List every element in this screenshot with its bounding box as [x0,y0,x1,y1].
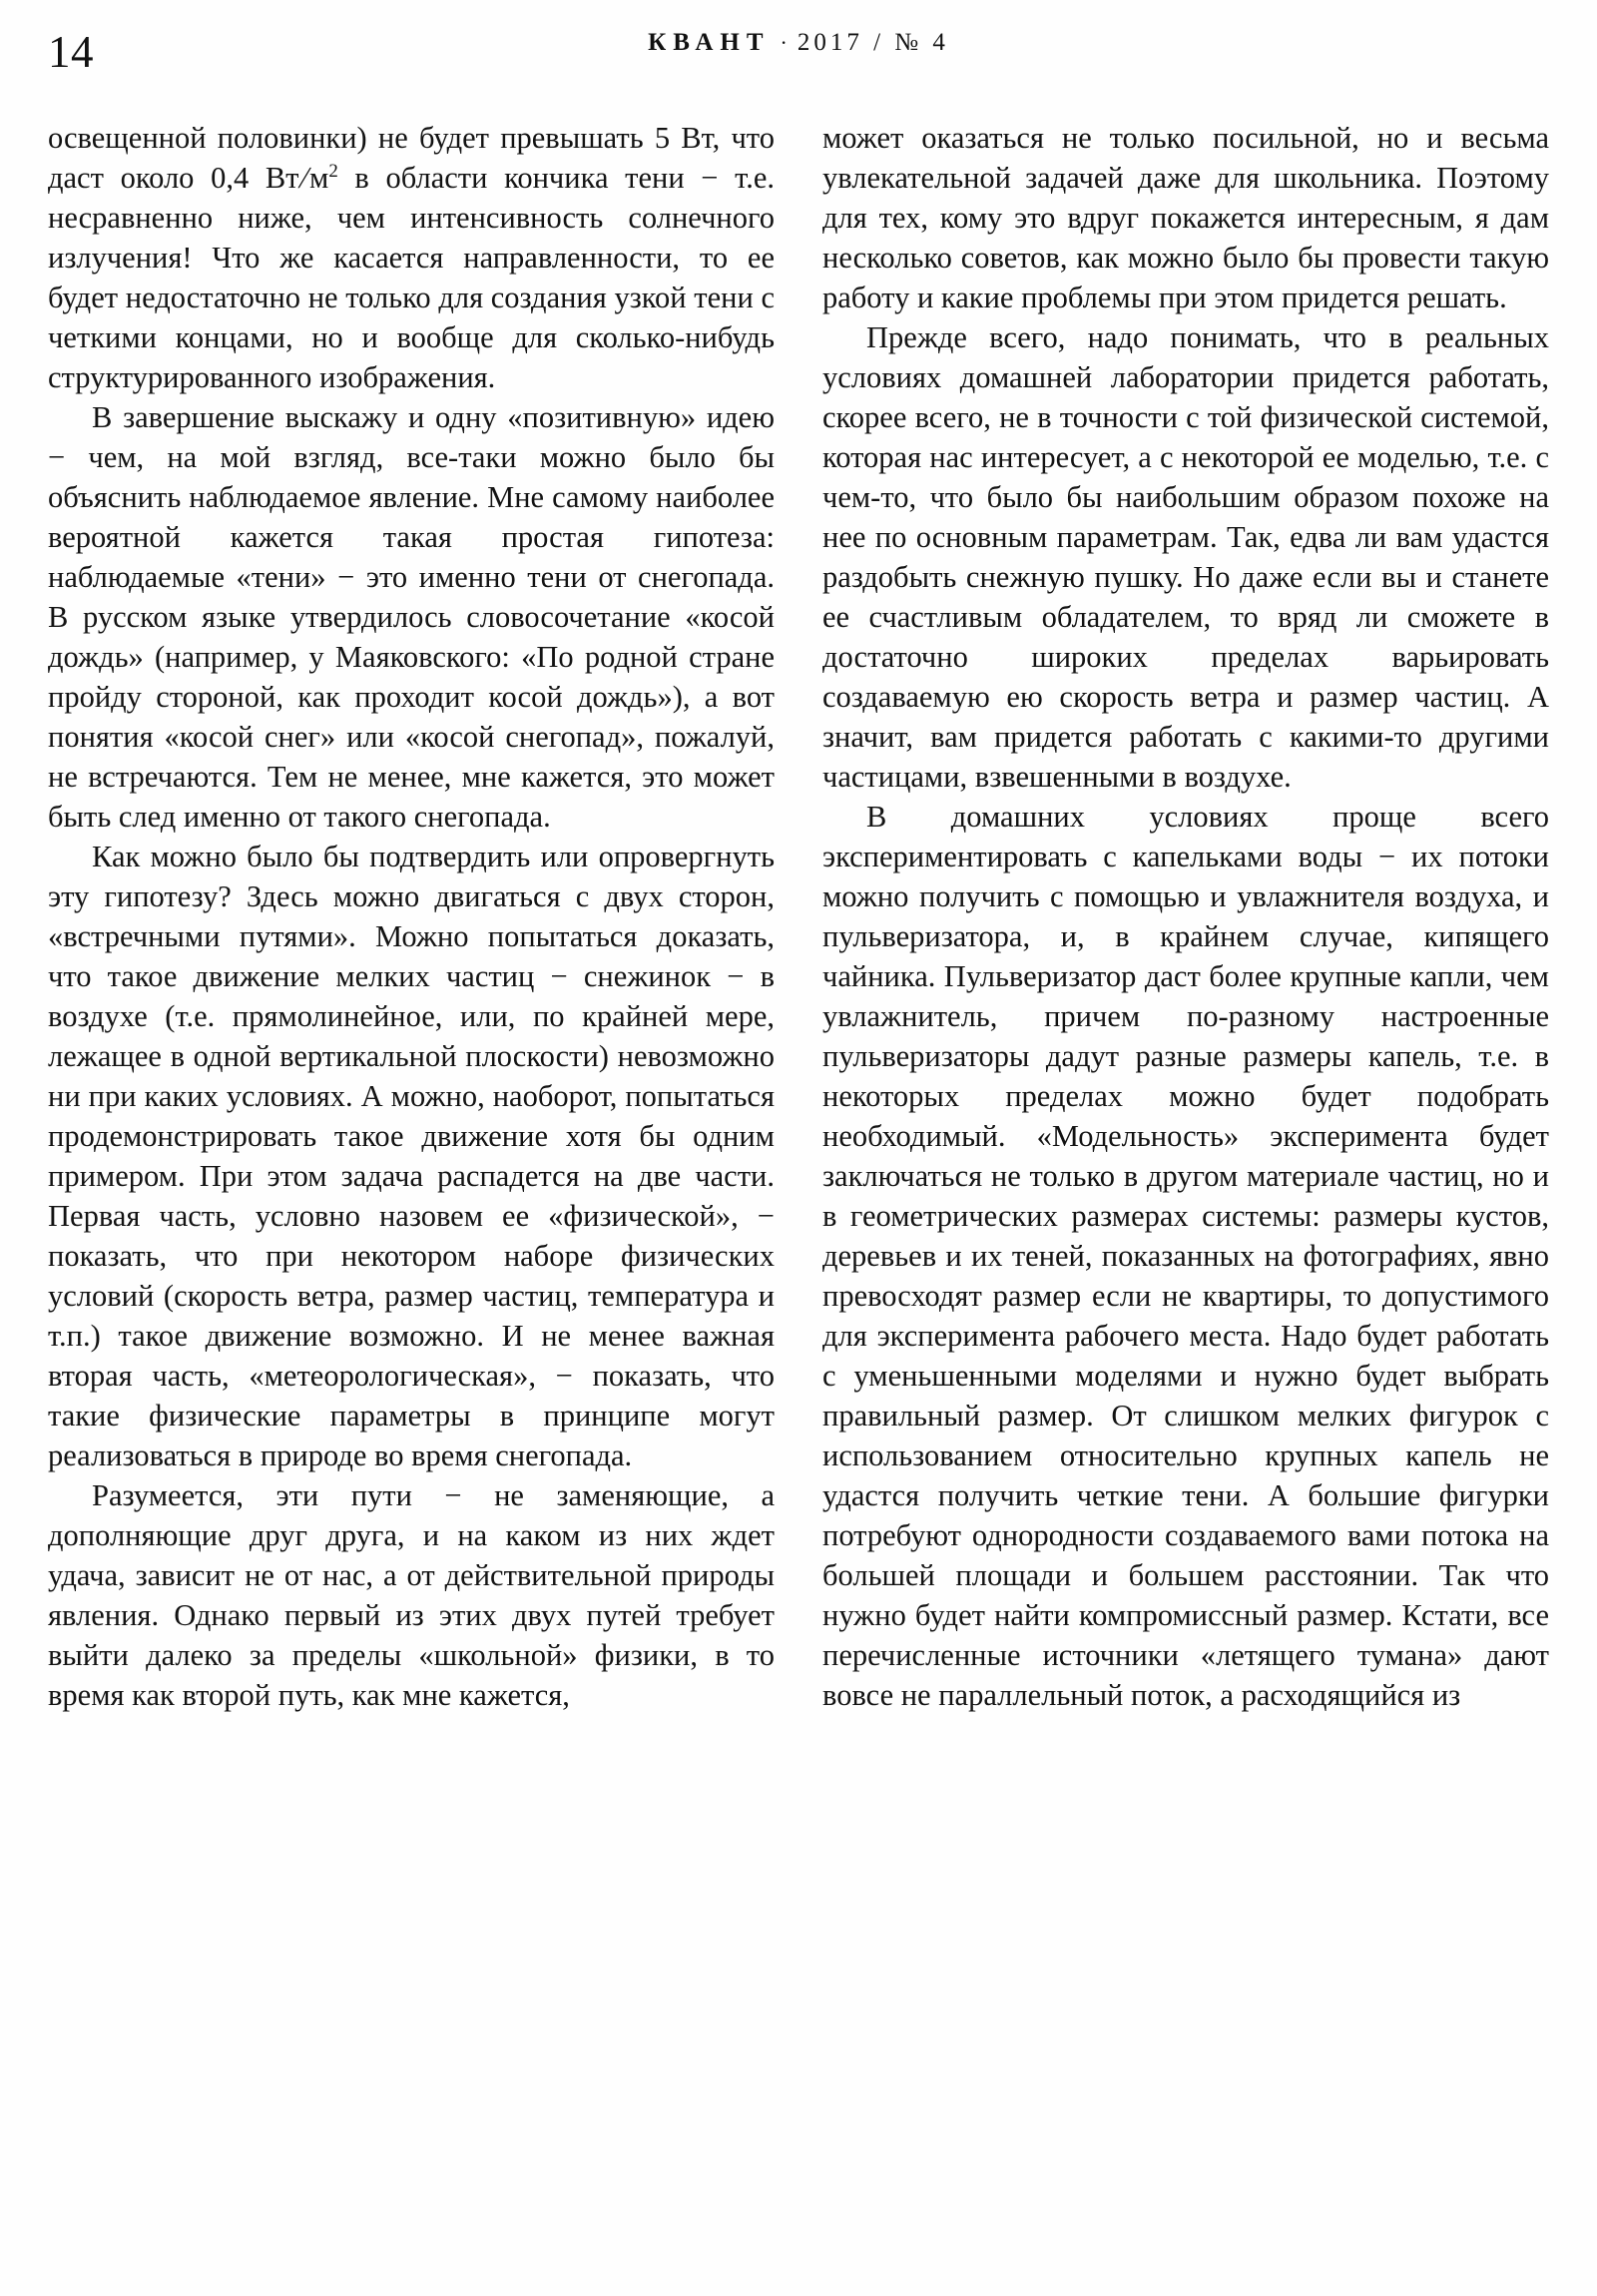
paragraph: В домашних условиях проще всего экспериментировать с капельками воды − их потоки можно получить с помощью и увлажнителя воздуха, и пульверизатора, и, в крайнем случае, кипящего чайника. Пульверизатор даст более крупные капли, чем увлажнитель, причем по-разному настроенные пульверизаторы дадут разные размеры капель, т.е. в некоторых пределах можно будет подобрать необходимый. «Модельность» эксперимента будет заключаться не только в другом материале частиц, но и в геометрических размерах системы: размеры кустов, деревьев и их теней, показанных на фотографиях, явно превосходят размер если не квартиры, то допустимого для эксперимента рабочего места. Надо будет работать с уменьшенными моделями и нужно будет выбрать правильный размер. От слишком мелких фигурок с использованием относительно крупных капель не удастся получить четкие тени. А большие фигурки потребуют однородности создаваемого вами потока на большей площади и большем расстоянии. Так что нужно будет найти компромиссный размер. Кстати, все перечисленные источники «летящего тумана» дают вовсе не параллельный поток, а расходящийся из [822,800,1549,1712]
paragraph: Как можно было бы подтвердить или опровергнуть эту гипотезу? Здесь можно двигаться с двух сторон, «встречными путями». Можно попытаться доказать, что такое движение мелких частиц − снежинок − в воздухе (т.е. прямолинейное, или, по крайней мере, лежащее в одной вертикальной плоскости) невозможно ни при каких условиях. А можно, наоборот, попытаться продемонстрировать такое движение хотя бы одним примером. При этом задача распадется на две части. Первая часть, условно назовем ее «физической», − показать, что при некотором наборе физических условий (скорость ветра, размер частиц, температура и т.п.) такое движение возможно. И не менее важная вторая часть, «метеорологическая», − показать, что такие физические параметры в принципе могут реализоваться в природе во время снегопада. [48,840,775,1472]
page-number: 14 [48,27,94,77]
formula-exponent: 2 [328,160,338,182]
issue-label: 2017 / № 4 [797,29,949,56]
paragraph-text-before-formula: освещенной половинки) не будет превышать 5 Вт, что даст около 0,4 [48,121,775,195]
paragraph: Прежде всего, надо понимать, что в реальных условиях домашней лаборатории придется работать, скорее всего, не в точности с той физической системой, которая нас интересует, а с некоторой ее моделью, т.е. с чем-то, что было бы наибольшим образом похоже на нее по основным параметрам. Так, едва ли вам удастся раздобыть снежную пушку. Но даже если вы и станете ее счастливым обладателем, то вряд ли сможете в достаточно широких пределах варьировать создаваемую ею скорость ветра и размер частиц. А значит, вам придется работать с какими-то другими частицами, взвешенными в воздухе. [822,320,1549,794]
inline-formula-watt-per-square-meter [266,158,338,198]
right-column [822,118,1549,2264]
paragraph-continued: может оказаться не только посильной, но и весьма увлекательной задачей даже для школьника. Поэтому для тех, кому это вдруг покажется интересным, я дам несколько советов, как можно было бы провести такую работу и какие проблемы при этом придется решать. [822,121,1549,314]
paragraph: Разумеется, эти пути − не заменяющие, а дополняющие друг друга, и на каком из них ждет удача, зависит не от нас, а от действительной природы явления. Однако первый из этих двух путей требует выйти далеко за пределы «школьной» физики, в то время как второй путь, как мне кажется, [48,1478,775,1712]
journal-title: КВАНТ [648,29,771,56]
paragraph-text-after-formula: в области кончика тени − т.е. несравненно ниже, чем интенсивность солнечного излучения! Что же касается направленности, то ее будет недостаточно не только для создания узкой тени с четкими концами, но и вообще для сколько-нибудь структурированного изображения. [48,161,775,394]
formula-numerator: Вт [265,161,299,195]
head-separator-dot: · [780,30,788,55]
paragraph-continued [48,118,775,397]
running-head-center [48,30,1549,55]
formula-denominator: м [309,161,329,195]
body-columns [48,118,1549,2264]
running-head [48,27,1549,86]
left-column [48,118,775,2264]
paragraph: В завершение выскажу и одну «позитивную» идею − чем, на мой взгляд, все-таки можно было бы объяснить наблюдаемое явление. Мне самому наиболее вероятной кажется такая простая гипотеза: наблюдаемые «тени» − это именно тени от снегопада. В русском языке утвердилось словосочетание «косой дождь» (например, у Маяковского: «По родной стране пройду стороной, как проходит косой дождь»), а вот понятия «косой снег» или «косой снегопад», пожалуй, не встречаются. Тем не менее, мне кажется, это может быть след именно от такого снегопада. [48,400,775,834]
formula-slash-icon: / [295,161,313,195]
